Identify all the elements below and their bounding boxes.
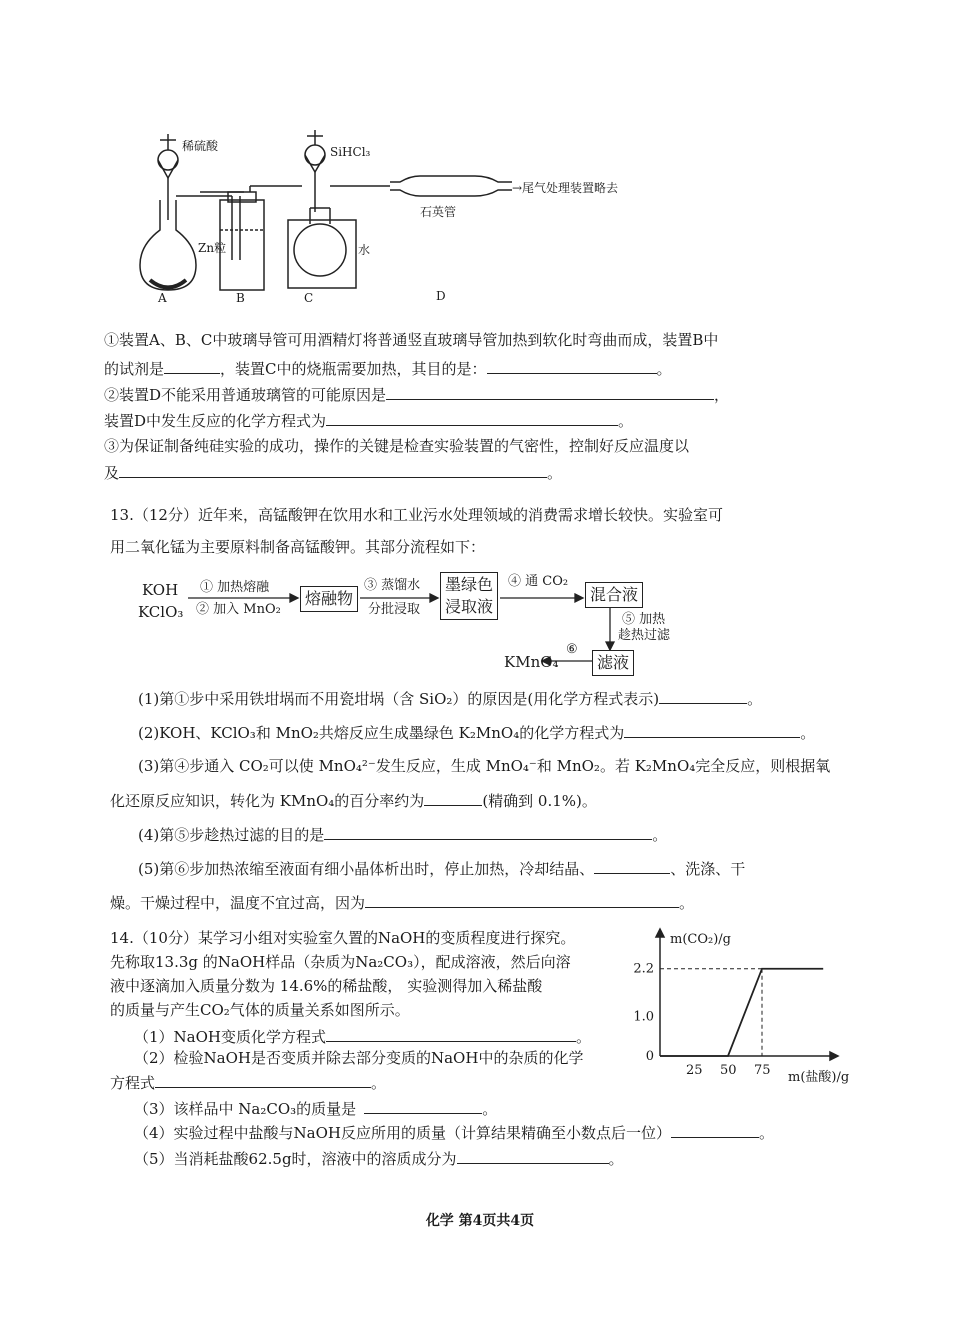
flow-mix-box: 混合液 [585,582,643,608]
chart-y-tick-label: 0 [645,1049,654,1064]
flow-step4: ④ 通 CO₂ [508,574,569,589]
q13-part1: (1)第①步中采用铁坩埚而不用瓷坩埚（含 SiO₂）的原因是(用化学方程式表示) 。 [138,690,763,708]
answer-blank[interactable] [659,688,747,704]
chart-x-tick-label: 50 [720,1063,737,1078]
answer-blank[interactable] [671,1122,759,1138]
q14-line4: 的质量与产生CO₂气体的质量关系如图所示。 [110,1001,410,1019]
flow-step2: ② 加入 MnO₂ [196,602,281,617]
q13-part3-cont: 化还原反应知识，转化为 KMnO₄的百分率约为 (精确到 0.1%)。 [110,792,597,810]
answer-blank[interactable] [119,462,547,478]
flow-green-box: 墨绿色 浸取液 [440,572,498,620]
label-reagent: SiHCl₃ [330,145,371,159]
q14-part2-cont: 方程式 。 [110,1074,387,1092]
q14-part4: （4）实验过程中盐酸与NaOH反应所用的质量（计算结果精确至小数点后一位） 。 [134,1124,775,1142]
q13-intro2: 用二氧化锰为主要原料制备高锰酸钾。其部分流程如下： [110,538,486,556]
co2-chart [630,925,870,1090]
q14-part2: （2）检验NaOH是否变质并除去部分变质的NaOH中的杂质的化学 [134,1049,584,1067]
label-a: A [158,291,167,305]
q12-line5: ③为保证制备纯硅实验的成功，操作的关键是检查实验装置的气密性，控制好反应温度以 [104,437,690,455]
q14-line2: 先称取13.3g 的NaOH样品（杂质为Na₂CO₃），配成溶液，然后向溶 [110,953,571,971]
answer-blank[interactable] [594,858,670,874]
q14-line3: 液中逐滴加入质量分数为 14.6%的稀盐酸， 实验测得加入稀盐酸 [110,977,543,995]
q14-part1: （1）NaOH变质化学方程式 。 [134,1028,592,1046]
chart-x-axis-arrow [830,1052,838,1060]
answer-blank[interactable] [364,1098,482,1114]
flask-a [140,134,244,290]
chart-y-axis-arrow [656,929,664,937]
answer-blank[interactable] [324,824,652,840]
flow-step1: ① 加热熔融 [200,580,270,595]
flow-kclo3: KClO₃ [138,603,184,621]
page-footer: 化学 第4页共4页 [425,1213,535,1229]
label-d: D [436,289,446,303]
flow-koh: KOH [142,581,179,599]
answer-blank[interactable] [457,1148,609,1164]
label-zinc: Zn粒 [198,241,227,255]
q14-part5: （5）当消耗盐酸62.5g时，溶液中的溶质成分为 。 [134,1150,624,1168]
label-c: C [304,291,314,305]
flow-step5b: 趁热过滤 [618,628,671,643]
q12-line4: 装置D中发生反应的化学方程式为 。 [104,412,634,430]
q13-intro1: 13.（12分）近年来，高锰酸钾在饮用水和工业污水处理领域的消费需求增长较快。实验室可 [110,506,723,524]
label-water: 水 [358,243,371,257]
answer-blank[interactable] [326,410,618,426]
flow-step3b: 分批浸取 [368,602,421,617]
chart-series-line [660,969,823,1056]
q14-part3: （3）该样品中 Na₂CO₃的质量是 。 [134,1100,498,1118]
chart-y-axis-label: m(CO₂)/g [670,932,731,947]
label-b: B [236,291,245,305]
chart-y-tick-label: 1.0 [633,1009,654,1025]
answer-blank[interactable] [155,1072,371,1088]
flow-kmno4: KMnO₄ [504,653,559,671]
label-exhaust: →尾气处理装置略去 [512,181,619,195]
q12-line1: ①装置A、B、C中玻璃导管可用酒精灯将普通竖直玻璃导管加热到软化时弯曲而成，装置B中 [104,331,719,349]
answer-blank[interactable] [365,892,679,908]
flow-step3: ③ 蒸馏水 [364,578,421,593]
answer-blank[interactable] [386,384,714,400]
label-dilute-acid: 稀硫酸 [182,139,219,153]
flow-melt-box: 熔融物 [300,586,358,612]
q13-part4: (4)第⑤步趁热过滤的目的是 。 [138,826,668,844]
answer-blank[interactable] [424,790,482,806]
chart-x-axis-label: m(盐酸)/g [788,1070,850,1085]
q12-line3: ②装置D不能采用普通玻璃管的可能原因是 ， [104,386,730,404]
answer-blank[interactable] [326,1026,576,1042]
chart-y-tick-label: 2.2 [633,961,654,977]
q14-line1: 14.（10分）某学习小组对实验室久置的NaOH的变质程度进行探究。 [110,929,576,947]
chart-x-tick-label: 25 [686,1063,703,1078]
q13-part3: (3)第④步通入 CO₂可以使 MnO₄²⁻发生反应，生成 MnO₄⁻和 MnO₂。若 K₂MnO₄完全反应，则根据氧 [138,757,831,775]
flow-step6: ⑥ [566,642,578,657]
answer-blank[interactable] [624,722,800,738]
flow-filtrate-box: 滤液 [592,650,634,676]
q12-line6: 及 。 [104,464,563,482]
answer-blank[interactable] [164,358,220,374]
answer-blank[interactable] [487,358,657,374]
q13-part5-cont: 燥。干燥过程中，温度不宜过高，因为 。 [110,894,695,912]
chart-x-tick-label: 75 [754,1063,771,1078]
q12-line2: 的试剂是 ，装置C中的烧瓶需要加热，其目的是： 。 [104,360,672,378]
label-quartz: 石英管 [420,205,457,219]
q13-part2: (2)KOH、KClO₃和 MnO₂共熔反应生成墨绿色 K₂MnO₄的化学方程式为 。 [138,724,816,742]
flow-step5: ⑤ 加热 [622,612,666,627]
quartz-tube-d [390,176,512,196]
flow-diagram [120,570,700,680]
q13-part5: (5)第⑥步加热浓缩至液面有细小晶体析出时，停止加热，冷却结晶、 、洗涤、干 [138,860,746,878]
apparatus-diagram [120,120,680,310]
